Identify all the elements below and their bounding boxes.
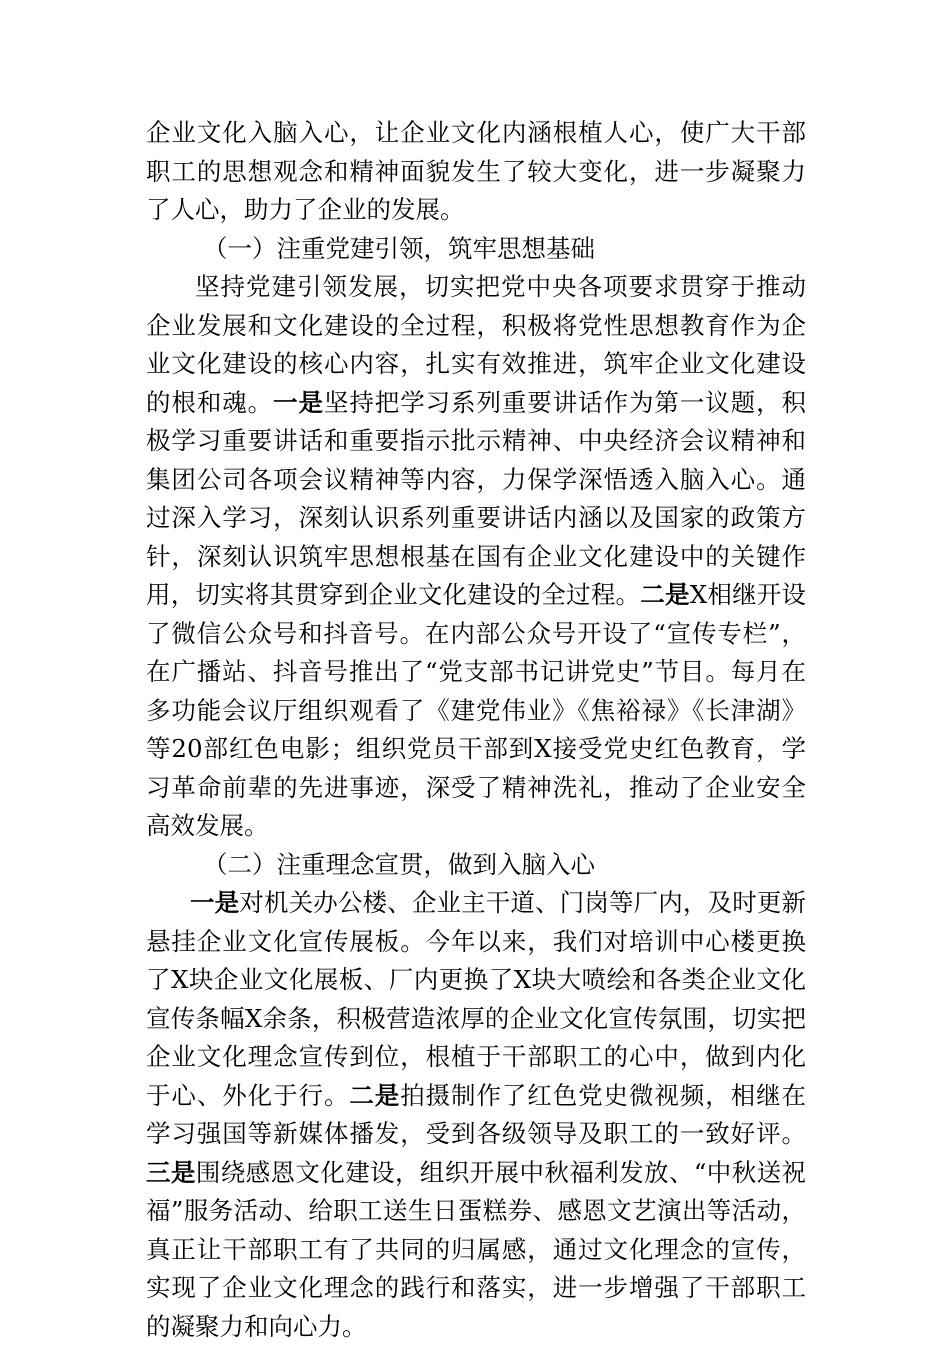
section-heading-1: （一）注重党建引领，筑牢思想基础 [203, 233, 595, 263]
bold-lead: 二是 [640, 580, 690, 609]
paragraph-section-2 [146, 884, 806, 1346]
bold-lead: 一是 [273, 387, 324, 417]
paragraph-text: 坚持党建引领发展，切实把党中央各项要求贯穿于推动企业发展和文化建设的全过程，积极将党性思想教育作为企业文化建设的核心内容，扎实有效推进，筑牢企业文化建设的根和魂。 [146, 272, 806, 417]
bold-lead: 一是 [190, 888, 240, 917]
paragraph-text: 坚持把学习系列重要讲话作为第一议题，积极学习重要讲话和重要指示批示精神、中央经济会议精神和集团公司各项会议精神等内容，力保学深悟透入脑入心。通过深入学习，深刻认识系列重要讲话内涵以及国家的政策方针，深刻认识筑牢思想根基在国有企业文化建设中的关键作用，切实将其贯穿到企业文化建设的全过程。 [146, 387, 807, 609]
paragraph-text: 对机关办公楼、企业主干道、门岗等厂内，及时更新悬挂企业文化宣传展板。今年以来，我们对培训中心楼更换了X块企业文化展板、厂内更换了X块大喷绘和各类企业文化宣传条幅X余条，积极营造浓厚的企业文化宣传氛围，切实把企业文化理念宣传到位，根植于干部职工的心中，做到内化于心、外化于行。 [146, 888, 807, 1110]
bold-lead: 二是 [349, 1080, 401, 1110]
paragraph-text: 拍摄制作了红色党史微视频，相继在学习强国等新媒体播发，受到各级领导及职工的一致好评。 [146, 1080, 807, 1148]
paragraph-intro: 企业文化入脑入心，让企业文化内涵根植人心，使广大干部职工的思想观念和精神面貌发生了较大变化，进一步凝聚力了人心，助力了企业的发展。 [146, 118, 806, 224]
section-heading-2: （二）注重理念宣贯，做到入脑入心 [203, 849, 595, 879]
paragraph-text: X相继开设了微信公众号和抖音号。在内部公众号开设了“宣传专栏”，在广播站、抖音号推出了“党支部书记讲党史”节目。每月在多功能会议厅组织观看了《建党伟业》《焦裕禄》《长津湖》等20部红色电影；组织党员干部到X接受党史红色教育，学习革命前辈的先进事迹，深受了精神洗礼，推动了企业安全高效发展。 [146, 580, 806, 840]
paragraph-section-1 [146, 268, 806, 846]
document-page [146, 114, 806, 1346]
bold-lead: 三是 [146, 1157, 196, 1187]
paragraph-text: 围绕感恩文化建设，组织开展中秋福利发放、“中秋送祝福”服务活动、给职工送生日蛋糕券、感恩文艺演出等活动，真正让干部职工有了共同的归属感，通过文化理念的宣传，实现了企业文化理念的践行和落实，进一步增强了干部职工的凝聚力和向心力。 [146, 1157, 806, 1341]
